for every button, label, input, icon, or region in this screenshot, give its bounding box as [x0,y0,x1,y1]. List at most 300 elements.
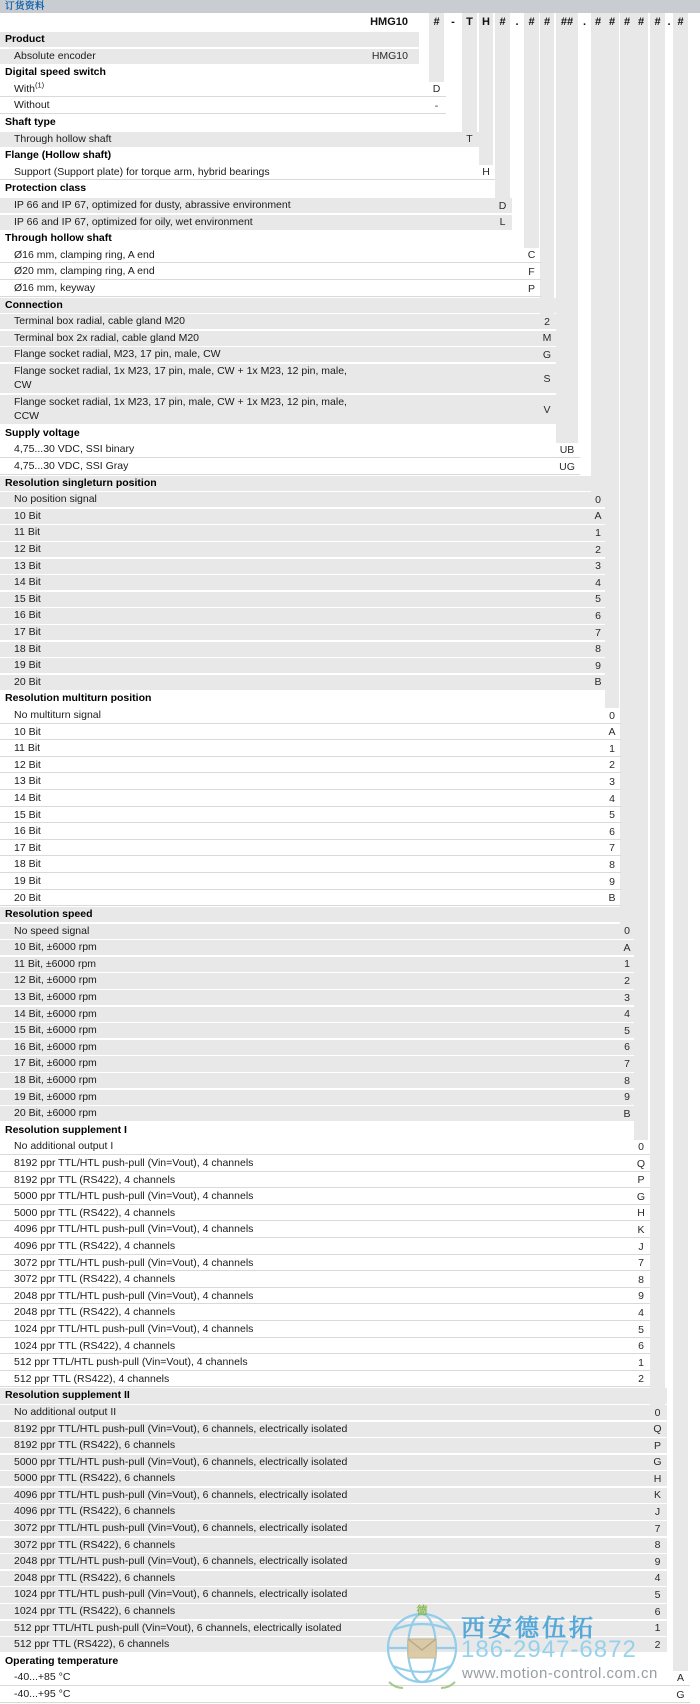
option-row [0,1670,700,1687]
row-separator [0,113,446,114]
row-separator [0,806,621,807]
option-code: H [482,166,490,179]
option-code: 1 [595,527,601,540]
option-row [0,857,700,874]
option-row [0,973,700,990]
option-code: 7 [624,1058,630,1071]
option-row [0,874,700,891]
type-key-header-row [0,13,700,32]
option-label: 12 Bit, ±6000 rpm [14,974,97,987]
option-label: 20 Bit [14,891,41,904]
option-code: 8 [624,1074,630,1087]
option-row [0,1471,700,1488]
option-label: 1024 ppr TTL (RS422), 4 channels [14,1339,176,1352]
option-label: 17 Bit [14,841,41,854]
option-label: 4,75...30 VDC, SSI binary [14,443,135,456]
option-row [0,758,700,775]
watermark-website-url: www.motion-control.com.cn [462,1665,658,1682]
option-label: 15 Bit [14,592,41,605]
section-header [0,1654,700,1671]
section-header [0,426,700,443]
option-label: 8192 ppr TTL (RS422), 4 channels [14,1173,176,1186]
option-code: 5 [654,1589,661,1602]
type-key-slot: # [594,16,602,28]
option-code: Q [636,1157,646,1170]
option-code: 8 [654,1539,661,1552]
option-code: 6 [624,1041,630,1054]
option-code: 0 [609,709,615,722]
option-code: 5 [595,593,601,606]
section-header [0,907,700,924]
row-separator [0,1685,690,1686]
option-code: 5 [624,1024,630,1037]
type-key-slot: . [667,16,671,28]
section-title: Supply voltage [5,426,80,439]
option-row [0,1007,700,1024]
option-label: 4096 ppr TTL/HTL push-pull (Vin=Vout), 4 channels [14,1223,254,1236]
row-separator [0,872,621,873]
option-row [0,642,700,659]
type-key-slot: # [654,16,661,28]
option-label: No multiturn signal [14,708,101,721]
option-code: 7 [609,842,615,855]
option-row [0,459,700,476]
option-row [0,1604,700,1621]
section-header [0,65,700,82]
option-row [0,559,700,576]
type-key-slot: # [433,16,440,28]
option-label: 3072 ppr TTL/HTL push-pull (Vin=Vout), 6 channels, electrically isolated [14,1522,348,1535]
option-label: 16 Bit, ±6000 rpm [14,1040,97,1053]
option-label: Support (Support plate) for torque arm, hybrid bearings [14,165,270,178]
option-label: 8192 ppr TTL/HTL push-pull (Vin=Vout), 4 channels [14,1157,254,1169]
option-code: 2 [638,1373,644,1386]
option-label: 3072 ppr TTL (RS422), 4 channels [14,1273,176,1286]
option-label: Ø16 mm, clamping ring, A end [14,248,155,261]
option-label: 2048 ppr TTL (RS422), 4 channels [14,1306,176,1319]
option-code: 5 [609,809,615,822]
option-code: 7 [654,1522,661,1535]
option-label: 14 Bit [14,576,41,589]
option-row [0,1637,700,1654]
option-row [0,347,700,364]
type-key-slot: # [499,16,506,28]
option-label: 17 Bit [14,626,41,638]
section-header [0,476,700,493]
option-code: 8 [638,1273,644,1286]
option-label: -40...+85 °C [14,1671,71,1684]
option-code: K [637,1223,645,1236]
option-label: No additional output II [14,1405,117,1418]
option-label: 2048 ppr TTL/HTL push-pull (Vin=Vout), 6 channels, electrically isolated [14,1555,348,1568]
option-row [0,1455,700,1472]
option-row [0,1090,700,1107]
option-row [0,791,700,808]
option-row [0,1173,700,1190]
row-separator [0,822,621,823]
option-label: 512 ppr TTL (RS422), 4 channels [14,1372,170,1385]
option-row-band [0,509,607,524]
type-key-slot: . [582,16,587,28]
option-row [0,1538,700,1555]
section-title: Protection class [5,182,87,195]
option-row [0,215,700,232]
section-header [0,1123,700,1140]
option-row [0,824,700,841]
option-label: 19 Bit, ±6000 rpm [14,1090,97,1103]
type-key-prefix: HMG10 [370,16,408,28]
section-header [0,32,700,49]
option-row [0,1504,700,1521]
option-row [0,1189,700,1206]
option-label: 16 Bit [14,825,41,838]
option-row [0,708,700,725]
option-label: No speed signal [14,924,90,937]
option-row [0,1587,700,1604]
type-key-slot: # [608,16,616,28]
row-separator [0,905,621,906]
section-title: Resolution supplement II [5,1389,130,1402]
option-code: H [637,1207,645,1220]
option-row-band [0,608,607,623]
option-label: 2048 ppr TTL/HTL push-pull (Vin=Vout), 4 channels [14,1289,254,1302]
option-row [0,1206,700,1223]
option-code: 6 [654,1605,661,1618]
option-label: 5000 ppr TTL (RS422), 6 channels [14,1472,176,1485]
option-row [0,1156,700,1173]
option-label: 5000 ppr TTL/HTL push-pull (Vin=Vout), 4 channels [14,1190,254,1203]
section-header-band [0,907,636,922]
section-title: Shaft type [5,115,56,128]
watermark-seal-char: 德 [416,1604,428,1617]
type-key-slot: . [515,16,519,28]
option-row [0,1239,700,1256]
option-row [0,395,700,426]
option-row [0,198,700,215]
option-row [0,1521,700,1538]
option-row [0,924,700,941]
option-row [0,82,700,99]
option-code: G [542,348,552,361]
option-row [0,625,700,642]
option-label: 5000 ppr TTL/HTL push-pull (Vin=Vout), 6 channels, electrically isolated [14,1455,348,1468]
section-title: Resolution multiturn position [5,692,152,705]
section-header-band [0,298,556,313]
section-header-band [0,32,419,47]
option-row [0,1554,700,1571]
option-row [0,98,700,115]
section-header [0,298,700,315]
option-code: 9 [638,1290,644,1303]
option-code: A [623,941,631,954]
option-row [0,49,700,66]
option-label: Through hollow shaft [14,132,112,145]
option-label: 12 Bit [14,543,41,556]
option-label: Terminal box 2x radial, cable gland M20 [14,331,200,344]
option-row [0,1256,700,1273]
option-row [0,264,700,281]
option-label: 15 Bit, ±6000 rpm [14,1024,97,1037]
option-code: G [676,1688,685,1701]
option-row [0,658,700,675]
option-code: 7 [638,1257,644,1270]
option-code: K [653,1489,661,1502]
option-code: 9 [595,659,601,672]
option-code: UB [559,444,575,457]
option-code: A [676,1672,684,1684]
type-key-slot: # [637,16,645,28]
option-label: 10 Bit [14,725,41,738]
row-separator [0,855,621,856]
section-title: Digital speed switch [5,66,106,79]
watermark-phone-number: 186-2947-6872 [461,1636,637,1663]
option-code: S [543,372,551,385]
option-label: 10 Bit [14,509,41,522]
option-code: 4 [638,1306,644,1319]
option-row-band [0,658,607,673]
option-label: 19 Bit [14,874,41,887]
watermark-company-name: 西安德伍拓 [461,1615,596,1642]
option-code: UG [559,460,575,473]
section-header [0,148,700,165]
option-label: No additional output I [14,1140,114,1153]
section-header [0,691,700,708]
option-label: Ø16 mm, keyway [14,281,96,294]
type-key-slot: T [466,16,473,28]
option-row [0,1339,700,1356]
option-code: P [637,1174,645,1187]
option-row [0,248,700,265]
row-separator [0,739,621,740]
option-label: 4,75...30 VDC, SSI Gray [14,460,129,473]
option-code: 2 [654,1638,661,1651]
option-code: 8 [595,643,601,656]
option-row [0,1687,700,1704]
option-row [0,165,700,182]
option-code: 9 [624,1091,630,1104]
option-label: 14 Bit [14,791,41,804]
option-row-band [0,525,607,540]
option-row-band [0,575,607,590]
row-separator [0,889,621,890]
option-label: 4096 ppr TTL (RS422), 4 channels [14,1239,176,1252]
section-title-bar: 订货资料 [0,0,700,13]
option-code: 1 [654,1622,661,1635]
option-code: - [434,99,439,112]
option-row-band [0,675,607,690]
option-label: 13 Bit [14,775,41,788]
option-row [0,1488,700,1505]
option-row [0,725,700,742]
option-code: A [594,510,602,523]
option-code: 2 [624,975,630,988]
option-row [0,940,700,957]
option-row [0,1106,700,1123]
option-label: 3072 ppr TTL (RS422), 6 channels [14,1538,176,1551]
option-row [0,1305,700,1322]
option-row-band [0,924,636,939]
option-row-band [0,625,607,640]
option-code: L [499,216,506,229]
option-label: 15 Bit [14,808,41,821]
option-code: 1 [609,742,615,755]
option-code: D [498,199,507,212]
row-separator [0,756,621,757]
option-row-band [0,559,607,574]
section-title: Product [5,33,45,45]
option-code: 9 [654,1555,661,1568]
option-code: 6 [638,1340,644,1353]
option-code: J [638,1240,644,1253]
option-label: 512 ppr TTL (RS422), 6 channels [14,1638,170,1651]
option-row [0,741,700,758]
option-row [0,132,700,149]
option-label: IP 66 and IP 67, optimized for oily, wet environment [14,215,253,228]
option-label: Flange socket radial, 1x M23, 17 pin, male, CW + 1x M23, 12 pin, male, CW [14,365,347,391]
option-row [0,1073,700,1090]
option-row-band [0,592,607,607]
option-label: 1024 ppr TTL/HTL push-pull (Vin=Vout), 6 channels, electrically isolated [14,1588,348,1601]
option-code: M [542,332,552,345]
option-label: 18 Bit [14,642,41,655]
option-label: 8192 ppr TTL/HTL push-pull (Vin=Vout), 6 channels, electrically isolated [14,1422,348,1435]
type-key-slot: - [451,16,455,28]
option-row [0,957,700,974]
option-label: 4096 ppr TTL/HTL push-pull (Vin=Vout), 6 channels, electrically isolated [14,1488,348,1501]
footnote-marker: (1) [35,80,45,90]
option-row [0,1139,700,1156]
option-code: H [653,1472,662,1485]
section-header [0,115,700,132]
section-title: Operating temperature [5,1654,119,1667]
option-row-band [0,642,607,657]
option-row [0,1272,700,1289]
section-title: Flange (Hollow shaft) [5,149,112,162]
section-header [0,231,700,248]
option-label: 1024 ppr TTL/HTL push-pull (Vin=Vout), 4 channels [14,1322,254,1335]
option-code: G [636,1190,646,1203]
option-code: 3 [609,775,615,788]
option-row [0,1322,700,1339]
option-code: J [654,1506,661,1519]
row-separator [0,789,621,790]
option-label: 20 Bit, ±6000 rpm [14,1107,97,1120]
option-row [0,1372,700,1389]
option-code: 6 [609,825,615,838]
option-code: C [527,249,536,262]
option-row [0,608,700,625]
option-label: 19 Bit [14,659,41,672]
section-title: Connection [5,298,63,311]
option-label: 18 Bit, ±6000 rpm [14,1074,97,1087]
option-row [0,1056,700,1073]
option-row [0,542,700,559]
option-label: -40...+95 °C [14,1688,71,1700]
option-label: 4096 ppr TTL (RS422), 6 channels [14,1505,176,1518]
option-row [0,1621,700,1638]
option-code: P [527,282,535,295]
option-row [0,592,700,609]
option-row [0,774,700,791]
option-label: 512 ppr TTL/HTL push-pull (Vin=Vout), 4 channels [14,1356,248,1369]
option-code: Q [653,1423,662,1436]
option-code: P [653,1439,661,1452]
option-code: 2 [609,759,615,772]
option-code: 0 [638,1141,644,1153]
option-row [0,675,700,692]
option-label: 18 Bit [14,858,41,871]
option-code: 3 [595,560,601,573]
option-label: 8192 ppr TTL (RS422), 6 channels [14,1439,176,1452]
option-code: 4 [595,576,601,589]
option-row [0,492,700,509]
section-header [0,1388,700,1405]
section-title: Resolution singleturn position [5,476,157,489]
section-title: Resolution supplement I [5,1123,127,1136]
option-label: 1024 ppr TTL (RS422), 6 channels [14,1605,176,1618]
option-code: B [623,1107,631,1120]
option-row [0,1289,700,1306]
option-label: Flange socket radial, 1x M23, 17 pin, male, CW + 1x M23, 12 pin, male, CCW [14,396,347,422]
option-row [0,1405,700,1422]
option-label: 11 Bit, ±6000 rpm [14,957,97,970]
option-row [0,990,700,1007]
option-label: 16 Bit [14,609,41,622]
option-code: HMG10 [371,50,408,63]
option-code: A [608,726,616,739]
option-label: 17 Bit, ±6000 rpm [14,1057,97,1070]
option-row [0,1422,700,1439]
option-code: G [653,1456,662,1469]
option-label: 20 Bit [14,675,41,688]
option-label: 2048 ppr TTL (RS422), 6 channels [14,1571,176,1584]
option-label: Absolute encoder [14,49,96,62]
section-title: Resolution speed [5,908,93,921]
option-label: 10 Bit, ±6000 rpm [14,941,97,954]
option-code: 9 [609,875,615,888]
option-label: 11 Bit [14,526,41,539]
option-row [0,509,700,526]
option-code: T [466,133,473,146]
option-label: 14 Bit, ±6000 rpm [14,1007,97,1020]
option-row [0,575,700,592]
option-label: 512 ppr TTL/HTL push-pull (Vin=Vout), 6 channels, electrically isolated [14,1621,342,1634]
option-label: IP 66 and IP 67, optimized for dusty, abrassive environment [14,198,291,211]
option-row [0,525,700,542]
type-key-slot: H [482,16,490,28]
row-separator [0,772,621,773]
option-code: 5 [638,1323,644,1336]
option-label: 13 Bit, ±6000 rpm [14,991,97,1004]
row-separator [0,1702,690,1703]
option-row [0,1438,700,1455]
option-label: No position signal [14,493,97,506]
option-code: B [594,676,602,689]
option-code: 2 [544,315,550,328]
option-row [0,891,700,908]
type-key-slot: # [543,16,551,28]
option-row [0,314,700,331]
option-code: B [608,892,616,905]
option-label: Ø20 mm, clamping ring, A end [14,265,155,278]
option-label: Terminal box radial, cable gland M20 [14,315,186,328]
option-code: 1 [638,1356,644,1369]
type-key-slot: # [528,16,535,28]
option-label: 3072 ppr TTL/HTL push-pull (Vin=Vout), 4 channels [14,1256,254,1269]
option-code: F [528,265,535,278]
option-code: V [543,403,551,416]
option-label: 12 Bit [14,758,41,771]
